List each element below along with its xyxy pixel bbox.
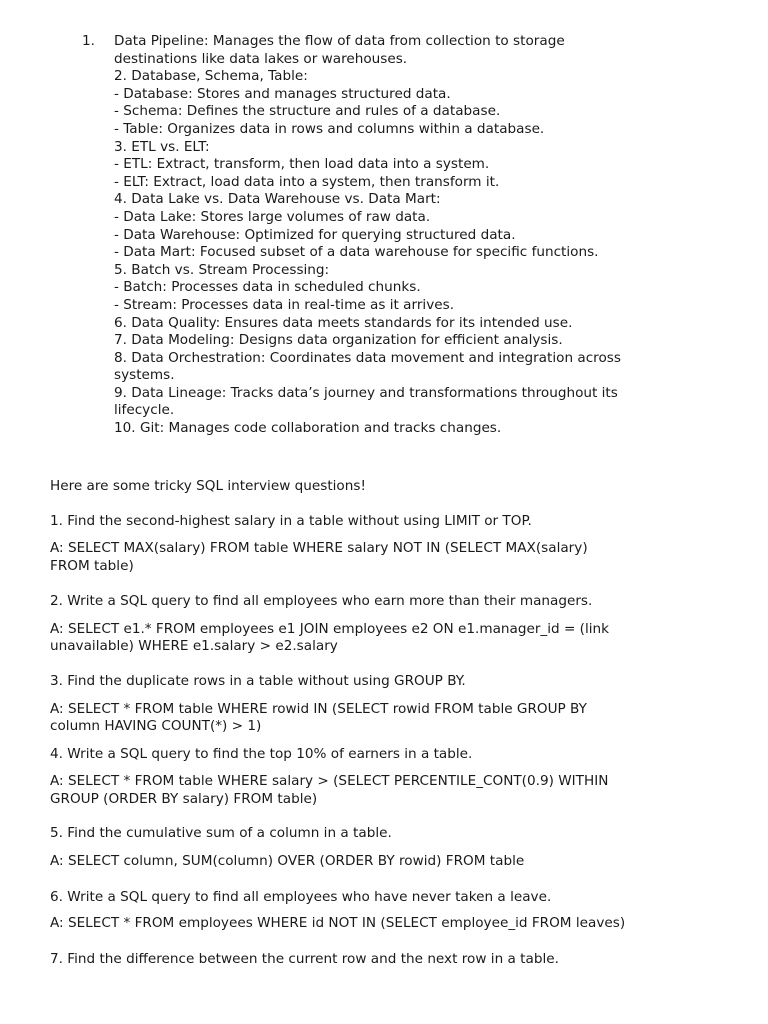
list-line: 4. Data Lake vs. Data Warehouse vs. Data Mart: [114, 191, 441, 208]
answer-2-line-1: A: SELECT e1.* FROM employees e1 JOIN employees e2 ON e1.manager_id = (link [50, 621, 610, 637]
answer-2-line-2: unavailable) WHERE e1.salary > e2.salary [50, 638, 338, 654]
list-line: 10. Git: Manages code collaboration and tracks changes. [114, 420, 502, 437]
question-1: 1. Find the second-highest salary in a table without using LIMIT or TOP. [50, 513, 532, 529]
list-line: 2. Database, Schema, Table: [114, 68, 308, 85]
list-line: - Stream: Processes data in real-time as it arrives. [114, 296, 455, 313]
list-line: 6. Data Quality: Ensures data meets standards for its intended use. [114, 314, 573, 331]
list-line: Data Pipeline: Manages the flow of data from collection to storage [114, 33, 565, 49]
question-4: 4. Write a SQL query to find the top 10% of earners in a table. [50, 746, 473, 762]
question-3: 3. Find the duplicate rows in a table without using GROUP BY. [50, 673, 466, 689]
list-line: systems. [114, 367, 175, 384]
list-lines [114, 33, 722, 438]
answer-4-line-1: A: SELECT * FROM table WHERE salary > (SELECT PERCENTILE_CONT(0.9) WITHIN [50, 773, 609, 789]
answer-3-line-1: A: SELECT * FROM table WHERE rowid IN (SELECT rowid FROM table GROUP BY [50, 701, 587, 717]
list-line: - Data Warehouse: Optimized for querying structured data. [114, 226, 516, 243]
list-line: 8. Data Orchestration: Coordinates data movement and integration across [114, 349, 621, 366]
list-line: - Data Mart: Focused subset of a data warehouse for specific functions. [114, 244, 599, 261]
list-line: - Batch: Processes data in scheduled chunks. [114, 279, 421, 296]
list-line: - ELT: Extract, load data into a system, then transform it. [114, 173, 500, 190]
list-line: 5. Batch vs. Stream Processing: [114, 261, 330, 278]
list-line: - Schema: Defines the structure and rules of a database. [114, 103, 501, 120]
list-line: 9. Data Lineage: Tracks data’s journey and transformations throughout its [114, 384, 618, 401]
list-number: 1. [82, 33, 95, 49]
intro-text: Here are some tricky SQL interview questions! [50, 478, 366, 494]
answer-6-line-1: A: SELECT * FROM employees WHERE id NOT IN (SELECT employee_id FROM leaves) [50, 915, 626, 931]
list-line: 3. ETL vs. ELT: [114, 138, 210, 155]
question-6: 6. Write a SQL query to find all employees who have never taken a leave. [50, 889, 552, 905]
list-line: lifecycle. [114, 402, 175, 419]
answer-4-line-2: GROUP (ORDER BY salary) FROM table) [50, 791, 318, 807]
answer-3-line-2: column HAVING COUNT(*) > 1) [50, 718, 262, 734]
question-7: 7. Find the difference between the current row and the next row in a table. [50, 951, 559, 967]
answer-1-line-1: A: SELECT MAX(salary) FROM table WHERE salary NOT IN (SELECT MAX(salary) [50, 540, 588, 556]
list-line: - Data Lake: Stores large volumes of raw data. [114, 208, 431, 225]
list-line: - Database: Stores and manages structured data. [114, 85, 451, 102]
list-line: - Table: Organizes data in rows and columns within a database. [114, 120, 545, 137]
list-line: 7. Data Modeling: Designs data organization for efficient analysis. [114, 332, 563, 349]
question-2: 2. Write a SQL query to find all employees who earn more than their managers. [50, 593, 593, 609]
list-line: destinations like data lakes or warehouses. [114, 50, 408, 67]
answer-5-line-1: A: SELECT column, SUM(column) OVER (ORDER BY rowid) FROM table [50, 853, 525, 869]
list-line: - ETL: Extract, transform, then load data into a system. [114, 156, 490, 173]
answer-1-line-2: FROM table) [50, 558, 134, 574]
question-5: 5. Find the cumulative sum of a column in a table. [50, 825, 392, 841]
